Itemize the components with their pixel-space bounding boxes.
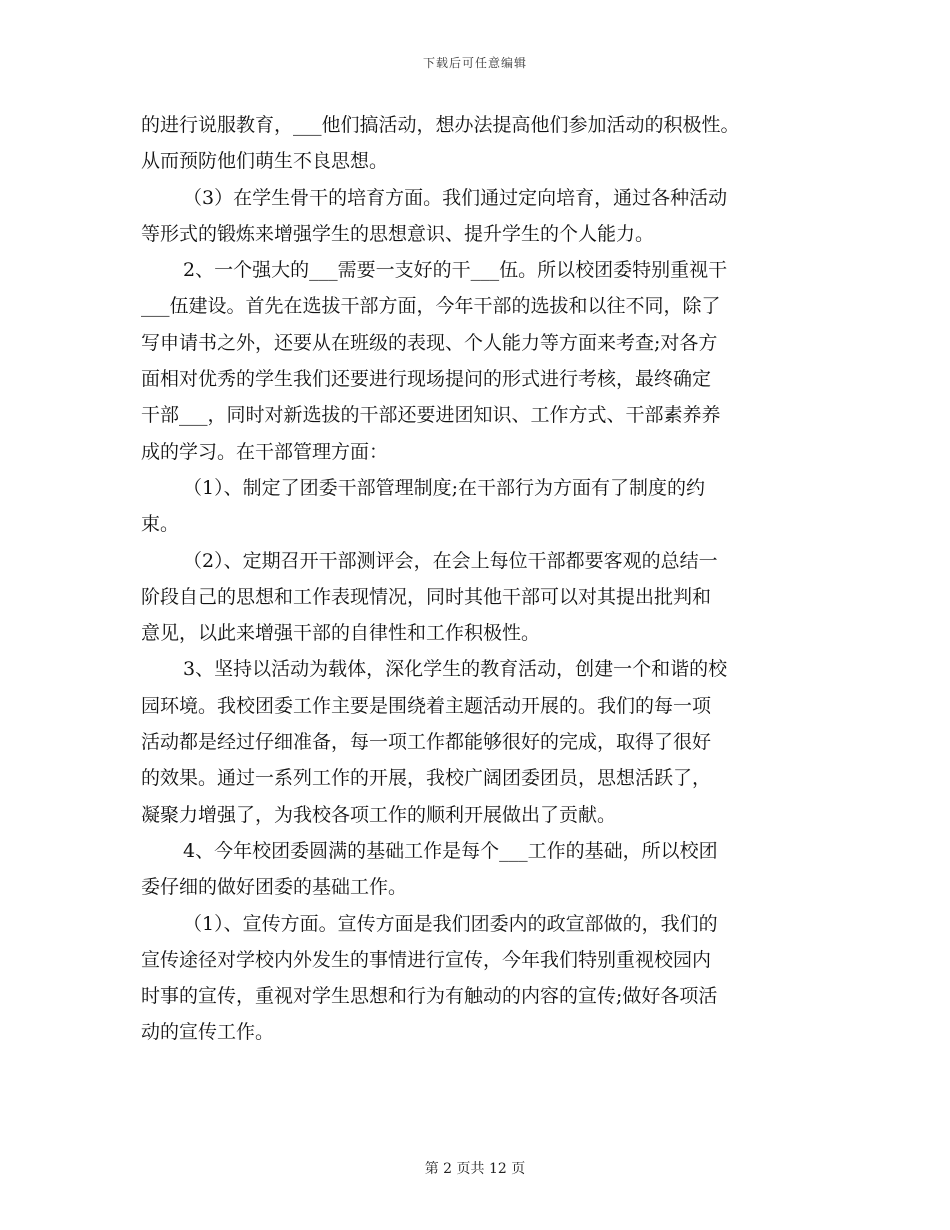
document-body bbox=[141, 107, 813, 1051]
body-text-line: 写申请书之外，还要从在班级的表现、个人能力等方面来考查;对各方 bbox=[141, 331, 718, 354]
body-text-line: （1）、宣传方面。宣传方面是我们团委内的政宣部做的，我们的 bbox=[183, 912, 718, 935]
body-text-line: 意见，以此来增强干部的自律性和工作积极性。 bbox=[141, 622, 541, 645]
body-text-line: 的进行说服教育，___他们搞活动，想办法提高他们参加活动的积极性。 bbox=[141, 114, 740, 136]
body-text-line: 阶段自己的思想和工作表现情况，同时其他干部可以对其提出批判和 bbox=[141, 585, 712, 608]
body-text-line: 2、一个强大的___需要一支好的干___伍。所以校团委特别重视干 bbox=[183, 259, 728, 282]
page-header: 下载后可任意编辑 bbox=[422, 56, 527, 70]
body-text-line: （3）在学生骨干的培育方面。我们通过定向培育，通过各种活动 bbox=[183, 186, 728, 209]
body-text-line: 等形式的锻炼来增强学生的思想意识、提升学生的个人能力。 bbox=[141, 222, 655, 245]
body-text-line: 从而预防他们萌生不良思想。 bbox=[141, 150, 389, 173]
body-text-line: 的效果。通过一系列工作的开展，我校广阔团委团员，思想活跃了， bbox=[141, 767, 712, 790]
body-text-line: 活动都是经过仔细准备，每一项工作都能够很好的完成，取得了很好 bbox=[141, 731, 712, 754]
page-number-footer: 第 2 页共 12 页 bbox=[424, 1161, 526, 1177]
body-text-line: 干部___，同时对新选拔的干部还要进团知识、工作方式、干部素养养 bbox=[141, 404, 721, 427]
body-text-line: （2）、定期召开干部测评会，在会上每位干部都要客观的总结一 bbox=[183, 549, 718, 572]
body-text-line: 时事的宣传，重视对学生思想和行为有触动的内容的宣传;做好各项活 bbox=[141, 985, 718, 1008]
body-text-line: 3、坚持以活动为载体，深化学生的教育活动，创建一个和谐的校 bbox=[183, 658, 728, 681]
body-text-line: 面相对优秀的学生我们还要进行现场提问的形式进行考核，最终确定 bbox=[141, 368, 712, 391]
body-text-line: （1）、制定了团委干部管理制度;在干部行为方面有了制度的约 bbox=[183, 476, 705, 499]
body-text-line: 4、今年校团委圆满的基础工作是每个___工作的基础，所以校团 bbox=[183, 839, 718, 862]
body-text-line: ___伍建设。首先在选拔干部方面，今年干部的选拔和以往不同，除了 bbox=[141, 295, 721, 318]
body-text-line: 动的宣传工作。 bbox=[141, 1021, 275, 1044]
body-text-line: 束。 bbox=[141, 513, 180, 536]
body-text-line: 园环境。我校团委工作主要是围绕着主题活动开展的。我们的每一项 bbox=[141, 694, 712, 717]
body-text-line: 凝聚力增强了，为我校各项工作的顺利开展做出了贡献。 bbox=[141, 803, 617, 826]
body-text-line: 成的学习。在干部管理方面： bbox=[141, 440, 389, 463]
body-text-line: 宣传途径对学校内外发生的事情进行宣传，今年我们特别重视校园内 bbox=[141, 948, 712, 971]
body-text-line: 委仔细的做好团委的基础工作。 bbox=[141, 876, 408, 899]
